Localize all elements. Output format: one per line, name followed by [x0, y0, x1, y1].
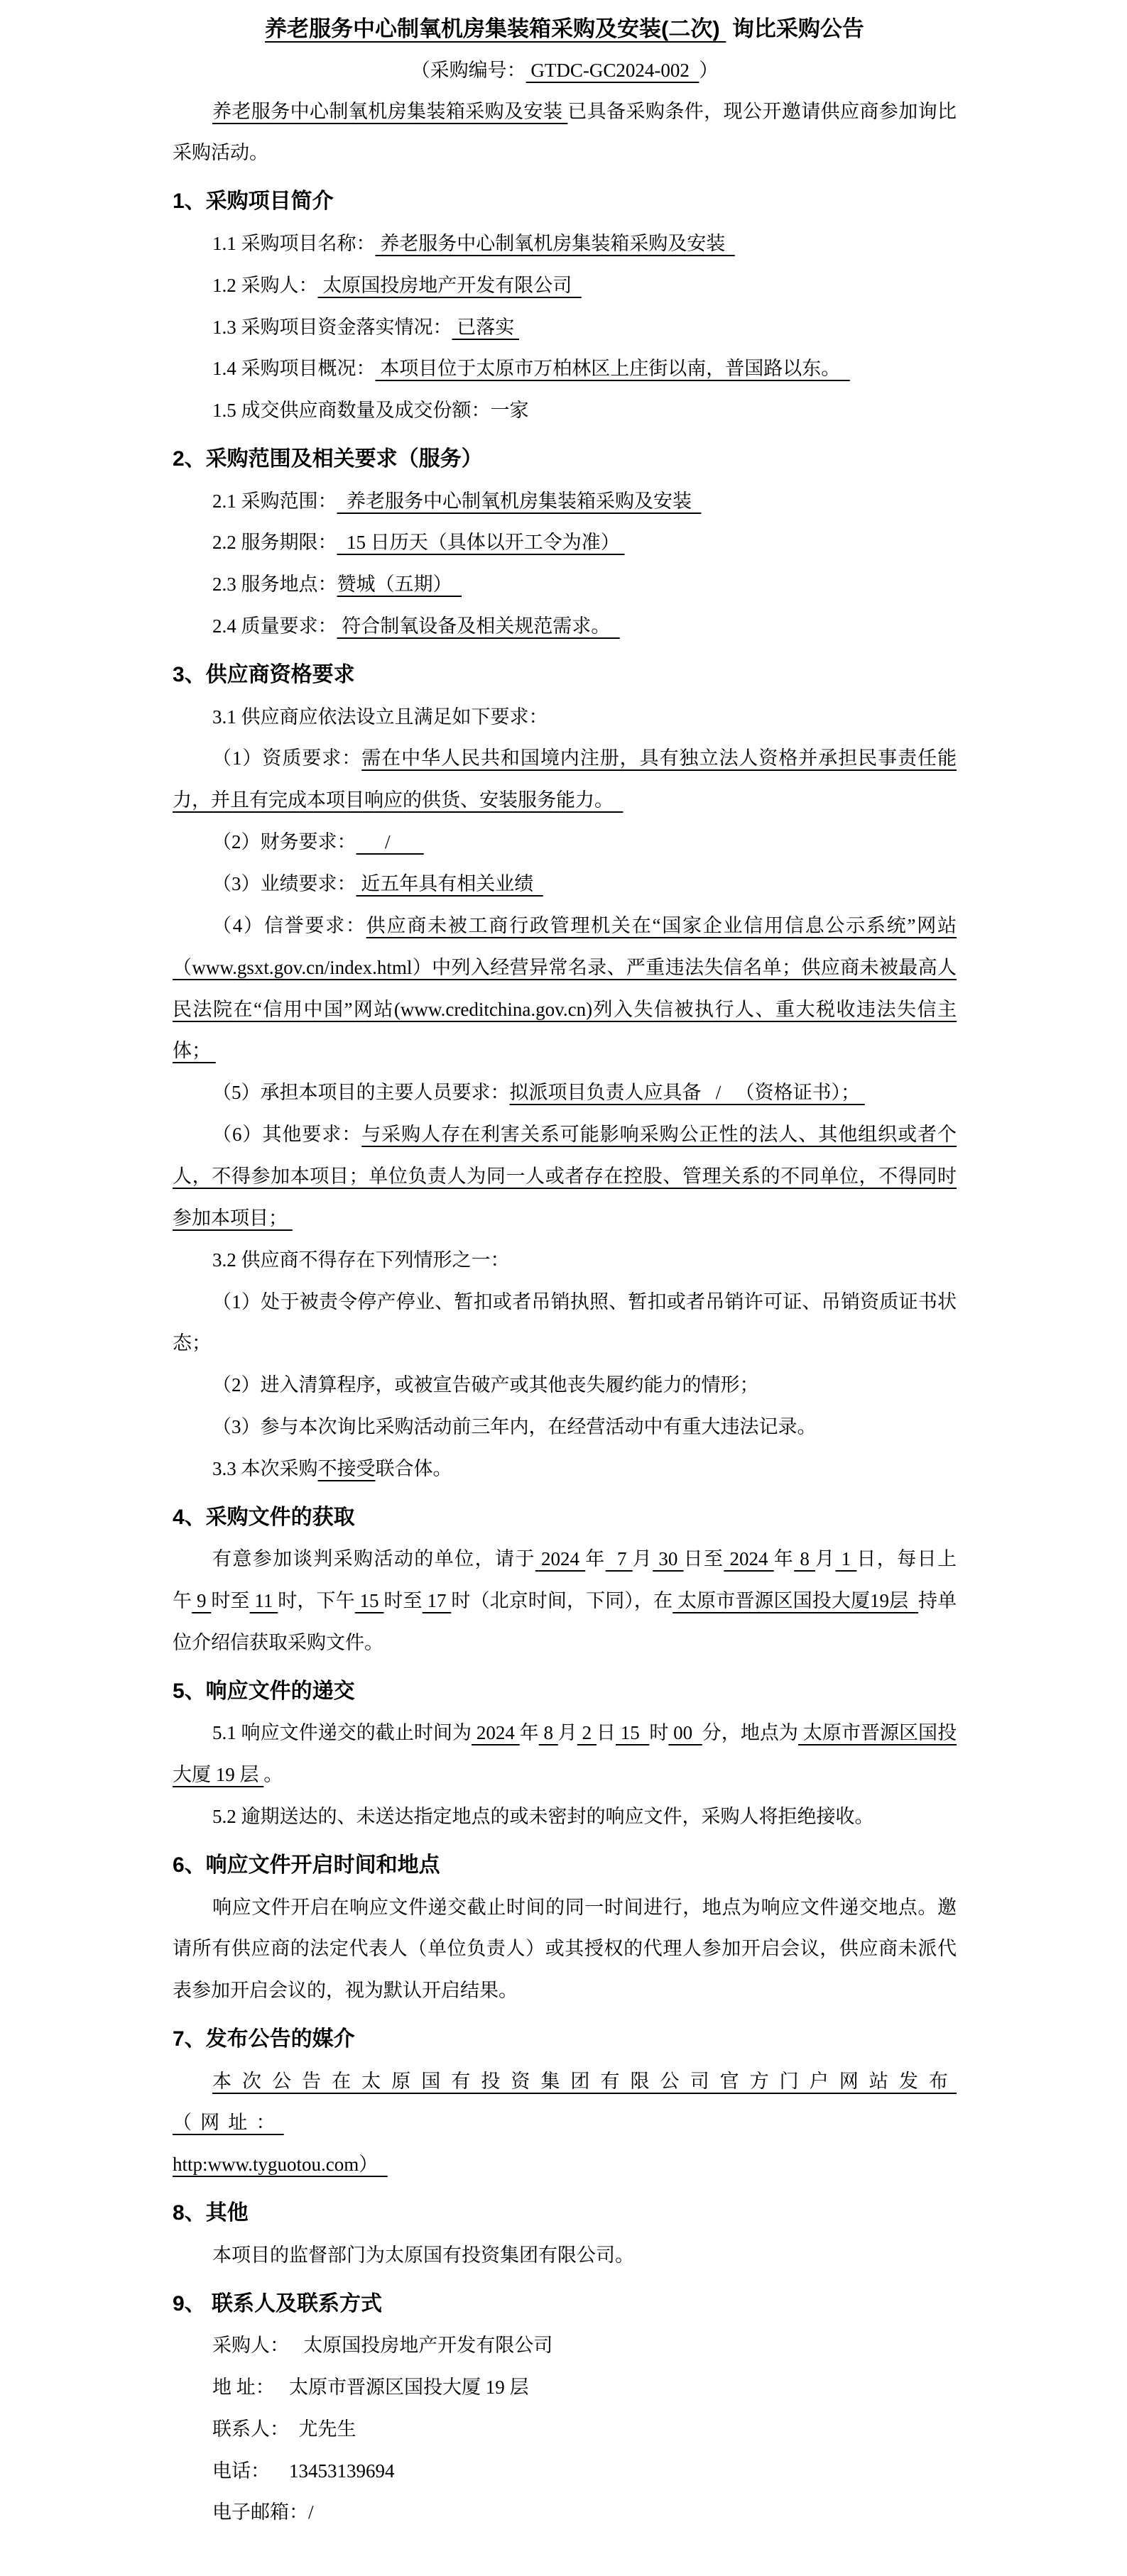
- filled-blank-text: /: [356, 831, 424, 853]
- text-run: 1、采购项目简介: [173, 190, 334, 214]
- filled-blank-text: 2024: [724, 1548, 774, 1570]
- filled-blank-text: 本次公告在太原国有投资集团有限公司官方门户网站发布（网址：: [173, 2070, 957, 2134]
- text-run: 电话： 13453139694: [212, 2460, 395, 2482]
- filled-blank-text: 养老服务中心制氧机房集装箱采购及安装: [212, 100, 568, 122]
- procurement-code-line: [173, 50, 957, 91]
- text-run: 有意参加谈判采购活动的单位，请于: [212, 1548, 535, 1570]
- filled-blank-text: 7: [605, 1548, 633, 1570]
- filled-blank-text: 9: [192, 1590, 212, 1612]
- text-run: （1）处于被责令停产停业、暂扣或者吊销执照、暂扣或者吊销许可证、吊销资质证书状态；: [173, 1290, 957, 1354]
- intro-paragraph: [173, 91, 957, 175]
- filled-blank-text: 2024: [472, 1722, 520, 1744]
- item-2-4-quality: [173, 605, 957, 647]
- text-run: 8、其他: [173, 2201, 249, 2225]
- text-run: 询比采购公告: [726, 16, 864, 41]
- text-run: （4）信誉要求：: [212, 914, 366, 936]
- text-run: 1.4 采购项目概况：: [212, 358, 376, 380]
- text-run: 月: [632, 1548, 653, 1570]
- text-run: 5.1 响应文件递交的截止时间为: [212, 1722, 472, 1744]
- text-run: （5）承担本项目的主要人员要求：: [212, 1082, 510, 1104]
- text-run: （1）资质要求：: [212, 747, 362, 769]
- filled-blank-text: 太原国投房地产开发有限公司: [317, 274, 582, 296]
- filled-blank-text: 太原市晋源区国投大厦19层: [673, 1590, 918, 1612]
- text-run: 5、响应文件的递交: [173, 1679, 355, 1703]
- text-run: 月: [557, 1722, 577, 1744]
- text-run: 采购人： 太原国投房地产开发有限公司: [212, 2335, 553, 2357]
- filled-blank-text: 供应商未被工商行政管理机关在“国家企业信用信息公示系统”网站（www.gsxt.gov.cn/index.html）中列入经营异常名录、严重违法失信名单；供应商未被最高人民法院在“信用中国”网站(www.creditchina.gov.cn)列入失信被执行人、重大税收违法失信主体；: [173, 914, 957, 1062]
- text-run: ）: [699, 59, 719, 81]
- filled-blank-text: 17: [422, 1590, 452, 1612]
- filled-blank-text: http:www.tyguotou.com）: [173, 2154, 388, 2176]
- text-run: 2.1 采购范围：: [212, 490, 337, 512]
- filled-blank-text: 养老服务中心制氧机房集装箱采购及安装: [337, 490, 702, 512]
- text-run: 年: [773, 1548, 795, 1570]
- filled-blank-text: 近五年具有相关业绩: [356, 872, 543, 894]
- filled-blank-text: 15: [615, 1722, 650, 1744]
- text-run: 年: [585, 1548, 606, 1570]
- filled-blank-text: 需在中华人民共和国境内注册，具有独立法人资格并承担民事责任能力，并且有完成本项目响应的供货、安装服务能力。: [173, 747, 957, 811]
- text-run: 电子邮箱：/: [212, 2501, 314, 2523]
- text-run: 日至: [683, 1548, 724, 1570]
- filled-blank-text: 已落实: [452, 316, 519, 338]
- qualification-5: [173, 1072, 957, 1114]
- section-8-heading: [173, 2193, 957, 2235]
- filled-blank-text: 不接受: [317, 1458, 376, 1479]
- filled-blank-text: 11: [249, 1590, 278, 1612]
- filled-blank-text: GTDC-GC2024-002: [526, 59, 699, 81]
- section-5-heading: [173, 1671, 957, 1713]
- text-run: （3）参与本次询比采购活动前三年内，在经营活动中有重大违法记录。: [212, 1416, 817, 1438]
- filled-blank-text: 拟派项目负责人应具备 / （资格证书）；: [509, 1082, 865, 1104]
- filled-blank-text: 1: [835, 1548, 857, 1570]
- item-1-5-supplier-count: [173, 390, 957, 432]
- text-run: 2、采购范围及相关要求（服务）: [173, 447, 483, 471]
- contact-person: [173, 2408, 957, 2450]
- item-2-2-service-period: [173, 522, 957, 564]
- text-run: （采购编号：: [410, 59, 526, 81]
- item-1-2-purchaser: [173, 265, 957, 307]
- filled-blank-text: 30: [653, 1548, 684, 1570]
- filled-blank-text: 本项目位于太原市万柏林区上庄街以南，普国路以东。: [375, 358, 850, 380]
- filled-blank-text: 与采购人存在利害关系可能影响采购公正性的法人、其他组织或者个人，不得参加本项目；单位负责人为同一人或者存在控股、管理关系的不同单位，不得同时参加本项目；: [173, 1124, 957, 1229]
- section-7-heading: [173, 2019, 957, 2061]
- item-3-2-intro: [173, 1239, 957, 1281]
- filled-blank-text: 00: [668, 1722, 702, 1744]
- contact-email: [173, 2492, 957, 2533]
- text-run: 已具备采购条件，现公开邀请供应商参加询比采购活动。: [173, 100, 957, 164]
- document-title: [173, 9, 957, 50]
- text-run: 月: [815, 1548, 836, 1570]
- filled-blank-text: 养老服务中心制氧机房集装箱采购及安装(二次): [265, 16, 726, 41]
- filled-blank-text: 符合制氧设备及相关规范需求。: [337, 615, 620, 637]
- text-run: 3.3 本次采购: [212, 1458, 318, 1479]
- filled-blank-text: 养老服务中心制氧机房集装箱采购及安装: [375, 232, 735, 254]
- qualification-3: [173, 863, 957, 905]
- item-3-3-consortium: [173, 1448, 957, 1490]
- section-3-heading: [173, 654, 957, 696]
- text-run: （6）其他要求：: [212, 1124, 362, 1146]
- text-run: （2）进入清算程序，或被宣告破产或其他丧失履约能力的情形；: [212, 1374, 759, 1396]
- text-run: 3、供应商资格要求: [173, 663, 355, 687]
- text-run: 。: [263, 1764, 283, 1786]
- filled-blank-text: 15: [354, 1590, 384, 1612]
- text-run: 时至: [211, 1590, 250, 1612]
- supervision-paragraph: [173, 2235, 957, 2276]
- text-run: 4、采购文件的获取: [173, 1505, 355, 1529]
- contact-buyer: [173, 2325, 957, 2367]
- item-3-1-intro: [173, 696, 957, 738]
- text-run: 6、响应文件开启时间和地点: [173, 1853, 440, 1878]
- document-obtain-paragraph: [173, 1538, 957, 1664]
- text-run: 时，下午: [278, 1590, 355, 1612]
- text-run: 2.4 质量要求：: [212, 615, 337, 637]
- contact-phone: [173, 2450, 957, 2492]
- opening-paragraph: [173, 1887, 957, 2012]
- text-run: 3.2 供应商不得存在下列情形之一：: [212, 1249, 510, 1271]
- item-1-3-funding: [173, 307, 957, 349]
- item-1-4-overview: [173, 348, 957, 390]
- filled-blank-text: 15 日历天（具体以开工令为准）: [337, 532, 625, 554]
- item-2-1-scope: [173, 481, 957, 522]
- item-5-2-rejection: [173, 1796, 957, 1838]
- section-4-heading: [173, 1497, 957, 1539]
- section-1-heading: [173, 181, 957, 223]
- text-run: 年: [519, 1722, 539, 1744]
- text-run: 分，地点为: [702, 1722, 798, 1744]
- section-2-heading: [173, 439, 957, 481]
- filled-blank-text: 赞城（五期）: [337, 574, 462, 596]
- item-2-3-service-location: [173, 564, 957, 605]
- text-run: 时至: [383, 1590, 423, 1612]
- text-run: 9、 联系人及联系方式: [173, 2291, 383, 2315]
- qualification-2: [173, 821, 957, 863]
- filled-blank-text: 2024: [535, 1548, 586, 1570]
- condition-1: [173, 1281, 957, 1365]
- filled-blank-text: 8: [794, 1548, 816, 1570]
- text-run: （3）业绩要求：: [212, 872, 356, 894]
- announcement-media-paragraph: [173, 2061, 957, 2186]
- text-run: 1.5 成交供应商数量及成交份额：一家: [212, 400, 529, 422]
- text-run: 联合体。: [375, 1458, 452, 1479]
- item-5-1-deadline: [173, 1712, 957, 1796]
- text-run: 日，每日上午: [173, 1548, 957, 1612]
- text-run: （2）财务要求：: [212, 831, 356, 853]
- text-run: 1.3 采购项目资金落实情况：: [212, 316, 452, 338]
- item-1-1-project-name: [173, 223, 957, 265]
- text-run: 1.1 采购项目名称：: [212, 232, 376, 254]
- text-run: 响应文件开启在响应文件递交截止时间的同一时间进行，地点为响应文件递交地点。邀请所有供应商的法定代表人（单位负责人）或其授权的代理人参加开启会议，供应商未派代表参加开启会议的，视为默认开启结果。: [173, 1896, 957, 2002]
- qualification-1: [173, 738, 957, 821]
- text-run: 联系人： 尤先生: [212, 2418, 356, 2440]
- condition-3: [173, 1406, 957, 1448]
- text-run: 1.2 采购人：: [212, 274, 318, 296]
- text-run: 时（北京时间，下同），在: [451, 1590, 673, 1612]
- contact-address: [173, 2367, 957, 2408]
- filled-blank-text: 太原市晋源区国投大厦 19 层: [173, 1722, 957, 1786]
- text-run: 2.3 服务地点：: [212, 574, 337, 596]
- text-run: 2.2 服务期限：: [212, 532, 337, 554]
- text-run: 7、发布公告的媒介: [173, 2027, 355, 2051]
- filled-blank-text: 8: [538, 1722, 558, 1744]
- text-run: 本项目的监督部门为太原国有投资集团有限公司。: [212, 2244, 634, 2266]
- text-run: 地 址： 太原市晋源区国投大厦 19 层: [212, 2376, 529, 2398]
- section-6-heading: [173, 1845, 957, 1887]
- qualification-4: [173, 905, 957, 1072]
- text-run: 时: [649, 1722, 669, 1744]
- qualification-6: [173, 1114, 957, 1239]
- condition-2: [173, 1364, 957, 1406]
- filled-blank-text: 2: [577, 1722, 597, 1744]
- text-run: 5.2 逾期送达的、未送达指定地点的或未密封的响应文件，采购人将拒绝接收。: [212, 1806, 874, 1828]
- section-9-heading: [173, 2284, 957, 2325]
- text-run: 3.1 供应商应依法设立且满足如下要求：: [212, 706, 548, 728]
- text-run: 日: [596, 1722, 616, 1744]
- text-run: 持单位介绍信获取采购文件。: [173, 1590, 957, 1654]
